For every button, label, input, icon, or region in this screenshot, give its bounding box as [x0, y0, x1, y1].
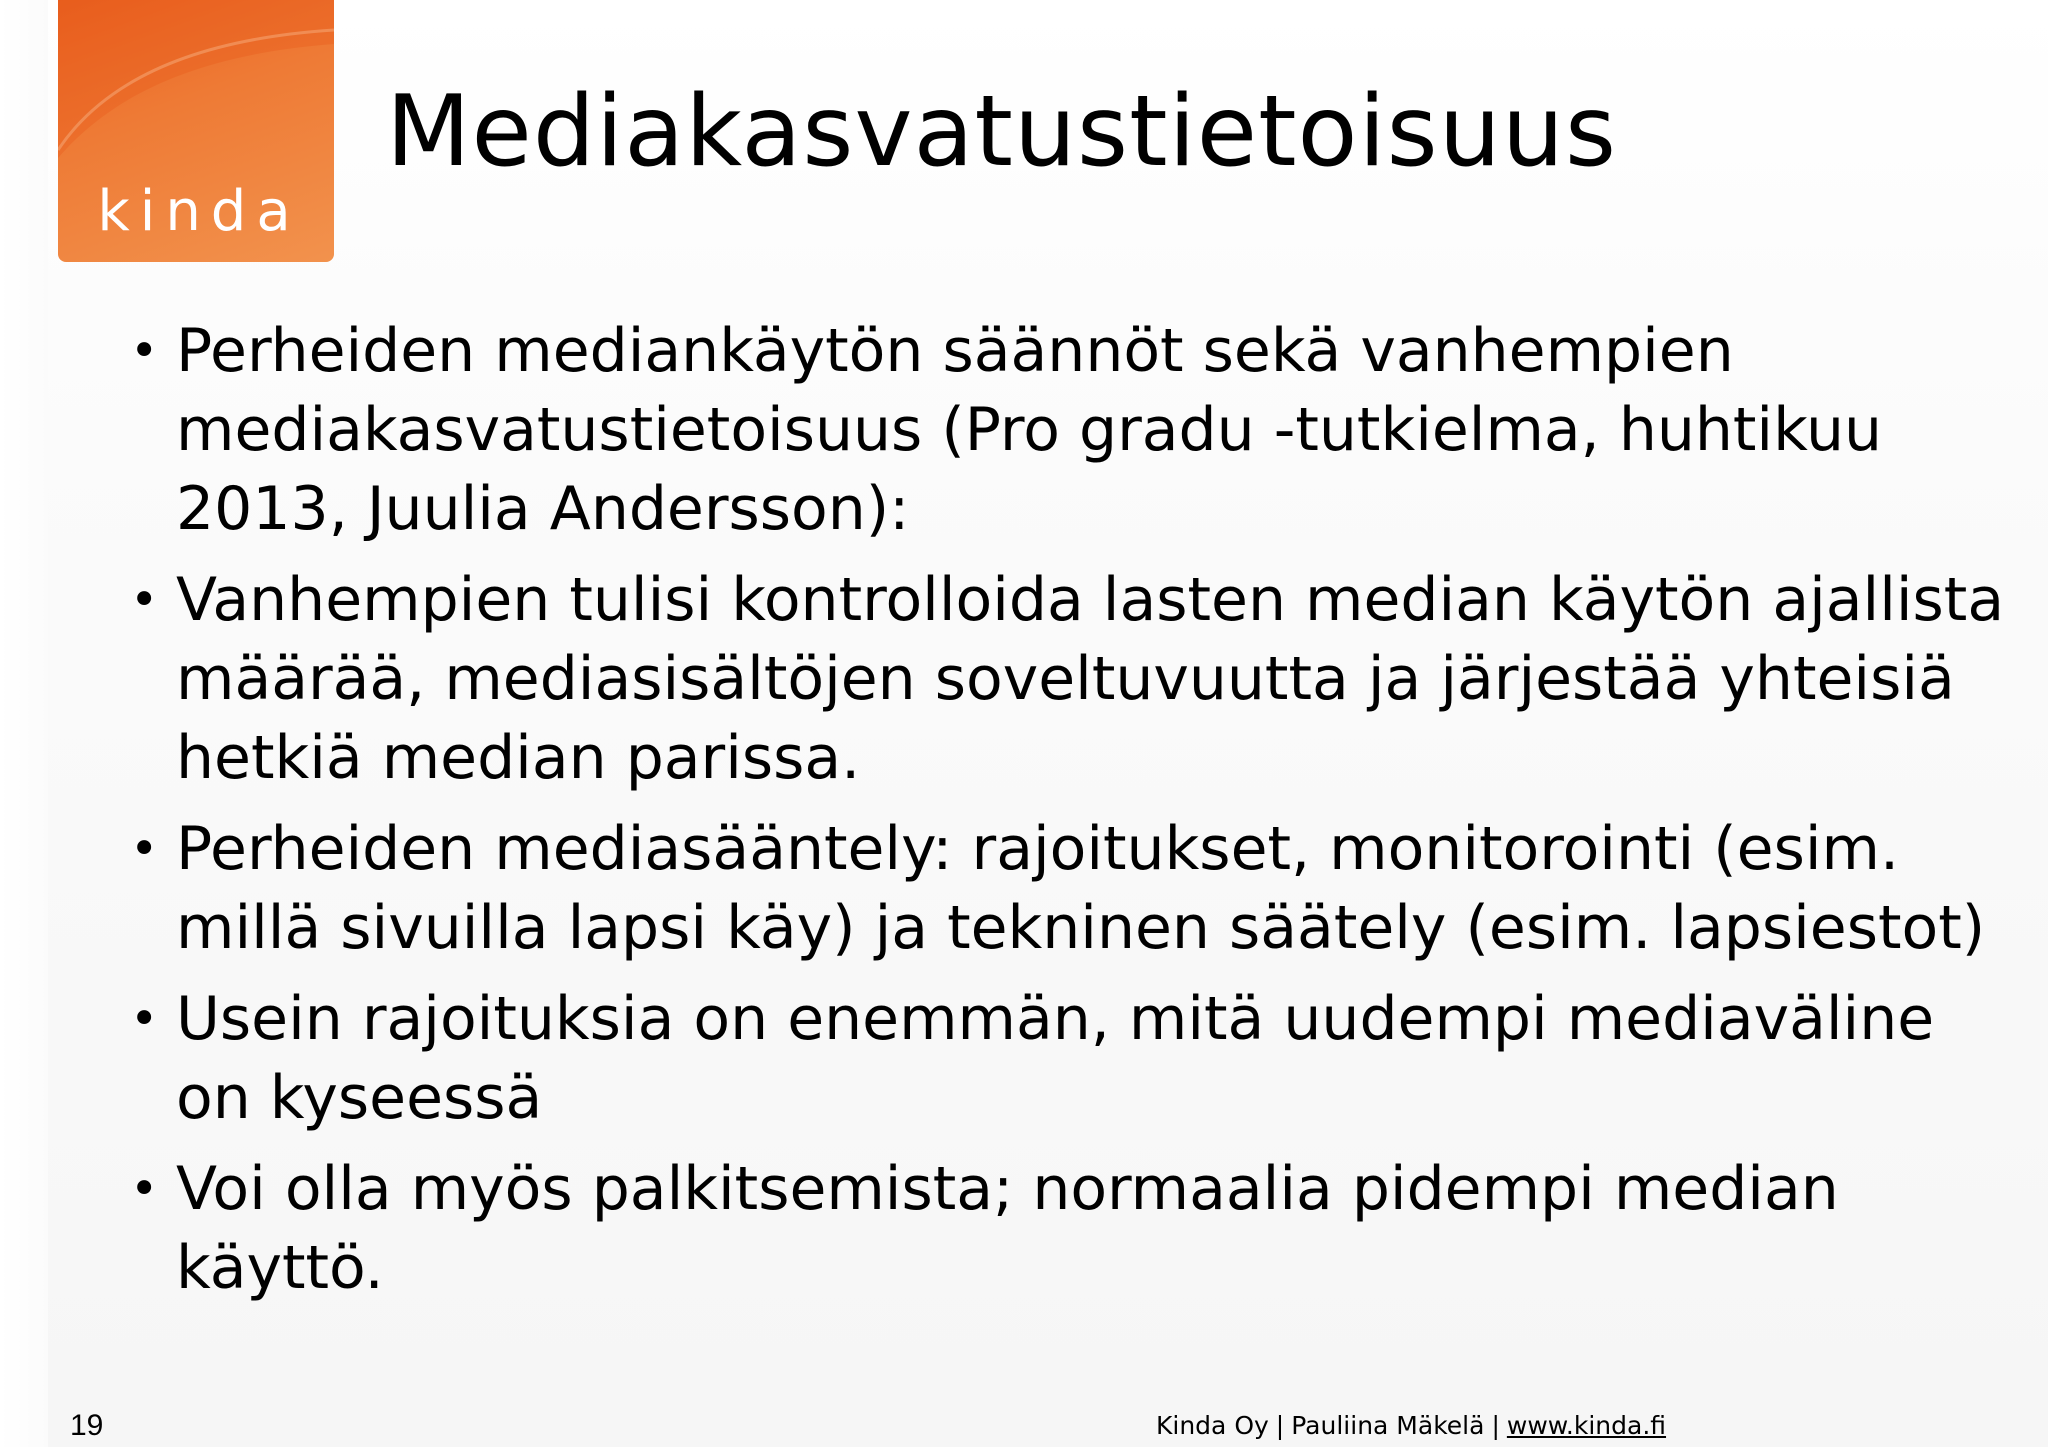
bullet-text: Voi olla myös palkitsemista; normaalia pidempi median käyttö. [176, 1154, 1839, 1303]
bullet-dot-icon: • [130, 572, 159, 628]
bullet-text: Perheiden mediasääntely: rajoitukset, monitorointi (esim. millä sivuilla lapsi käy) ja tekninen säätely (esim. lapsiestot) [176, 814, 1986, 963]
left-margin-shade [0, 0, 48, 1447]
slide-footer [1156, 1410, 1666, 1442]
bullet-list [128, 312, 2018, 1320]
logo-wordmark: kinda [97, 179, 301, 244]
bullet-item [128, 561, 2018, 798]
bullet-text: Vanhempien tulisi kontrolloida lasten median käytön ajallista määrää, mediasisältöjen soveltuvuutta ja järjestää yhteisiä hetkiä median parissa. [176, 565, 2005, 793]
bullet-dot-icon: • [130, 821, 159, 877]
page-number: 19 [70, 1409, 104, 1442]
bullet-dot-icon: • [130, 323, 159, 379]
bullet-item [128, 312, 2018, 549]
bullet-dot-icon: • [130, 1161, 159, 1217]
kinda-logo [58, 0, 334, 262]
bullet-item [128, 980, 2018, 1138]
footer-company: Kinda Oy [1156, 1411, 1269, 1440]
footer-website-link[interactable]: www.kinda.fi [1506, 1411, 1667, 1440]
bullet-dot-icon: • [130, 991, 159, 1047]
slide-title: Mediakasvatustietoisuus [386, 75, 1618, 189]
bullet-item [128, 810, 2018, 968]
bullet-text: Usein rajoituksia on enemmän, mitä uudempi mediaväline on kyseessä [176, 984, 1935, 1133]
footer-separator: | [1275, 1411, 1285, 1440]
footer-separator: | [1491, 1411, 1500, 1440]
bullet-text: Perheiden mediankäytön säännöt sekä vanhempien mediakasvatustietoisuus (Pro gradu -tutkielma, huhtikuu 2013, Juulia Andersson): [176, 316, 1883, 544]
bullet-item [128, 1150, 2018, 1308]
footer-author: Pauliina Mäkelä [1291, 1411, 1485, 1440]
